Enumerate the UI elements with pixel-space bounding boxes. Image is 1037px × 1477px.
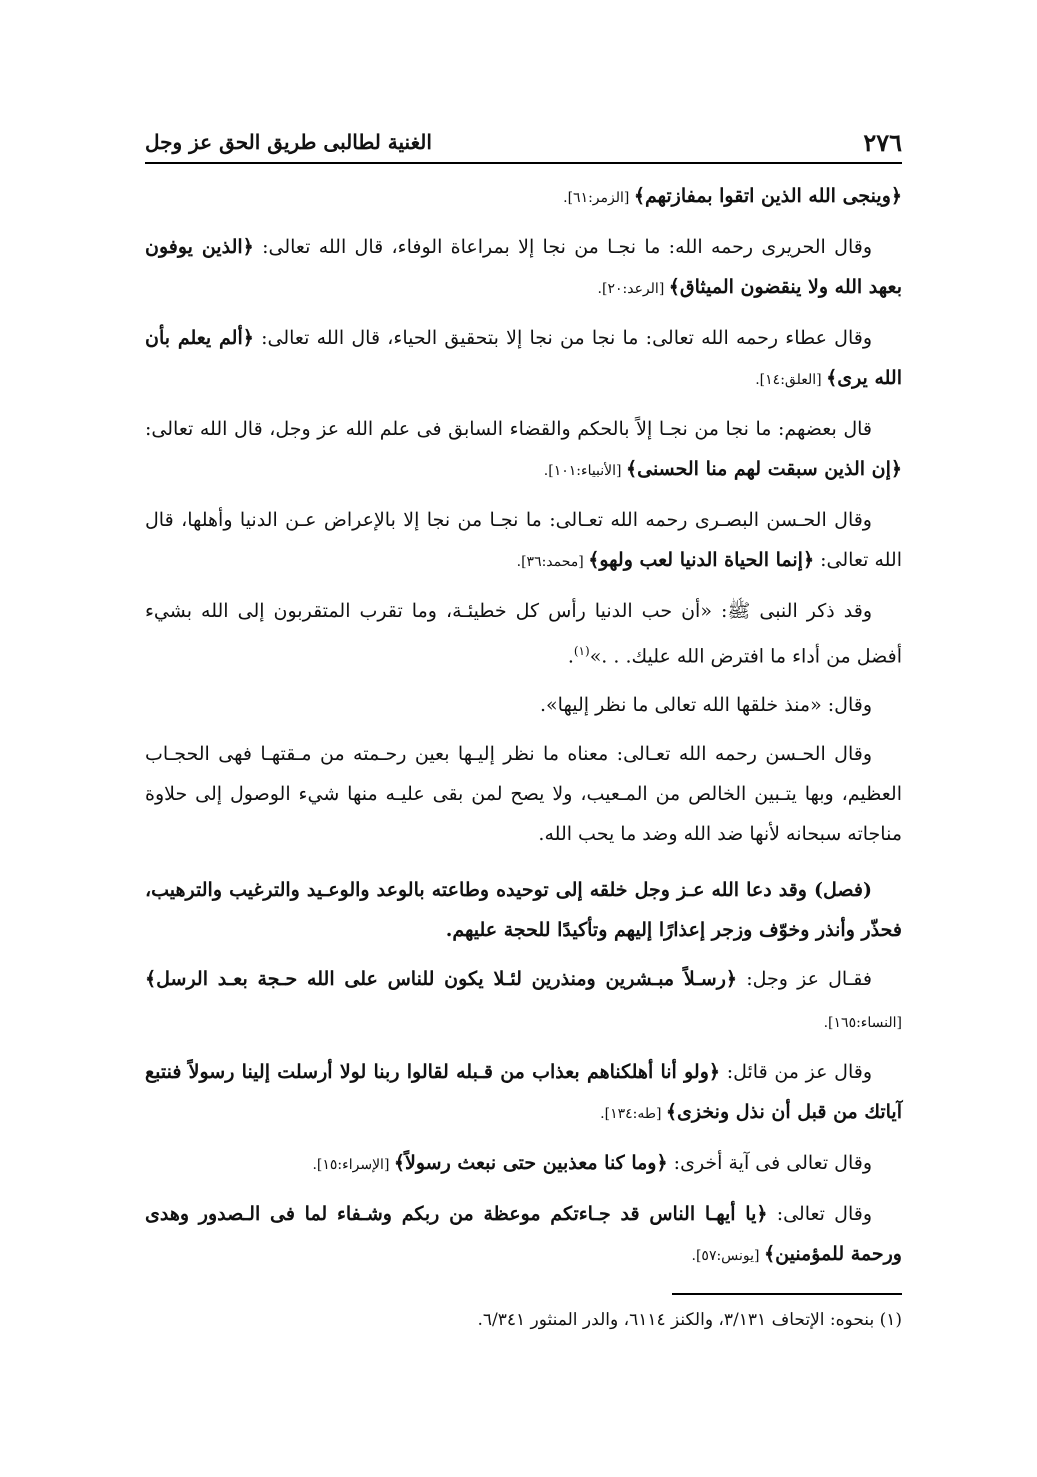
- verse-reference: [العلق:١٤].: [755, 372, 827, 388]
- paragraph-hasan-basri: [145, 500, 902, 582]
- paragraph-hasan: [145, 734, 902, 854]
- verse-reference: [الإسراء:١٥].: [312, 1157, 394, 1174]
- paragraph-hadith-2: [145, 685, 902, 725]
- verse-reference: [الزمر:٦١].: [563, 190, 634, 206]
- page-number: ٢٧٦: [863, 128, 902, 157]
- paragraph-text: فقـال عز وجل:: [737, 968, 872, 991]
- footnote: (١) بنحوه: الإتحاف ٣/١٣١، والكنز ٦١١٤، والدر المنثور ٦/٣٤١.: [477, 1310, 902, 1330]
- verse-reference: [محمد:٣٦].: [516, 554, 589, 570]
- verse-reference: [يونس:٥٧].: [691, 1248, 764, 1265]
- paragraph-text: قال بعضهم: ما نجا من نجـا إلاً بالحكم والقضاء السابق فى علم الله عز وجل، قال الله تعالى:: [145, 418, 872, 440]
- quran-verse: ﴿وما كنا معذبين حتى نبعث رسولاً﴾: [393, 1152, 668, 1175]
- paragraph-yunus: [145, 1194, 902, 1276]
- section-heading-text: (فصل) وقد دعا الله عـز وجل خلقه إلى توحيده وطاعته بالوعد والوعـيد والترغيب والترهيب، فحذّر وأنذر وخوّف وزجر إعذارًا إليهم وتأكيدًا للحجة عليهم.: [145, 879, 902, 942]
- paragraph-text: وقال الحـسن البصـرى رحمه الله تعـالى: ما نجـا من نجا إلا بالإعراض عـن الدنيا وأهلها، قال الله تعالى:: [145, 509, 902, 571]
- paragraph-text: وقال عز من قائل:: [720, 1061, 873, 1084]
- paragraph-text: وقال الحـسن رحمه الله تعـالى: معناه ما نظر إليـها بعين رحـمته من مـقتهـا فهى الحجـاب العظيم، وبها يتـبين الخالص من المـعيب، ولا يصح لمن بقى عليـه منها شيء الوصول إلى حلاوة مناجاته سبحانه لأنها ضد الله وضد ما يحب الله.: [145, 743, 902, 846]
- quran-verse: ﴿الذين يوفون بعهد الله ولا ينقضون الميثاق﴾: [145, 236, 902, 298]
- footnote-marker: (١): [573, 644, 590, 658]
- paragraph-verse-zumar: [145, 176, 902, 218]
- paragraph-ataa: [145, 318, 902, 400]
- paragraph-isra: [145, 1143, 902, 1185]
- quran-verse: ﴿رسـلاً مبـشرين ومنذرين لئـلا يكون للناس على الله حـجة بعـد الرسل﴾: [145, 968, 738, 991]
- paragraph-text: وقال عطاء رحمه الله تعالى: ما نجا من نجا إلا بتحقيق الحياء، قال الله تعالى:: [253, 327, 872, 349]
- quran-verse: ﴿إنما الحياة الدنيا لعب ولهو﴾: [588, 549, 815, 571]
- quran-verse: ﴿يا أيهـا الناس قد جـاءتكم موعظة من ربكم وشـفاء لما فى الـصدور وهدى ورحمة للمؤمنين﴾: [145, 1203, 902, 1266]
- verse-reference: [الرعد:٢٠].: [597, 281, 669, 297]
- paragraph-text: وقال تعالى:: [767, 1203, 872, 1226]
- quran-verse: ﴿ألم يعلم بأن الله يرى﴾: [145, 327, 902, 389]
- page-header: [145, 126, 902, 164]
- verse-reference: [طه:١٣٤].: [600, 1106, 666, 1123]
- quran-verse: ﴿وينجى الله الذين اتقوا بمفازتهم﴾: [633, 185, 902, 207]
- paragraph-text: وقال الحريرى رحمه الله: ما نجـا من نجا إلا بمراعاة الوفاء، قال الله تعالى:: [253, 236, 872, 258]
- paragraph-hadith: [145, 591, 902, 676]
- paragraph-text: وقد ذكر النبى ﷺ: «أن حب الدنيا رأس كل خطيئـة، وما تقرب المتقربون إلى الله بشيء أفضل من أداء ما افترض الله عليك. . .»: [145, 600, 902, 668]
- paragraph-baadhuhum: [145, 409, 902, 491]
- paragraph-text: .: [567, 645, 574, 668]
- paragraph-taha: [145, 1052, 902, 1134]
- running-title: الغنية لطالبى طريق الحق عز وجل: [145, 130, 432, 154]
- quran-verse: ﴿ولو أنا أهلكناهم بعذاب من قـبله لقالوا ربنا لولا أرسلت إلينا رسولاً فنتبع آياتك من قبل أن نذل ونخزى﴾: [145, 1061, 902, 1124]
- footnote-divider: [672, 1293, 902, 1295]
- paragraph-text: وقال: «منذ خلقها الله تعالى ما نظر إليها».: [540, 694, 872, 717]
- page-body: [145, 176, 902, 1285]
- verse-reference: [الأنبياء:١٠١].: [543, 463, 626, 479]
- verse-reference: [النساء:١٦٥].: [823, 1015, 902, 1032]
- paragraph-fasl: [145, 870, 902, 950]
- quran-verse: ﴿إن الذين سبقت لهم منا الحسنى﴾: [625, 458, 902, 480]
- paragraph-hariri: [145, 227, 902, 309]
- paragraph-nisa: [145, 959, 902, 1043]
- paragraph-text: وقال تعالى فى آية أخرى:: [667, 1152, 872, 1175]
